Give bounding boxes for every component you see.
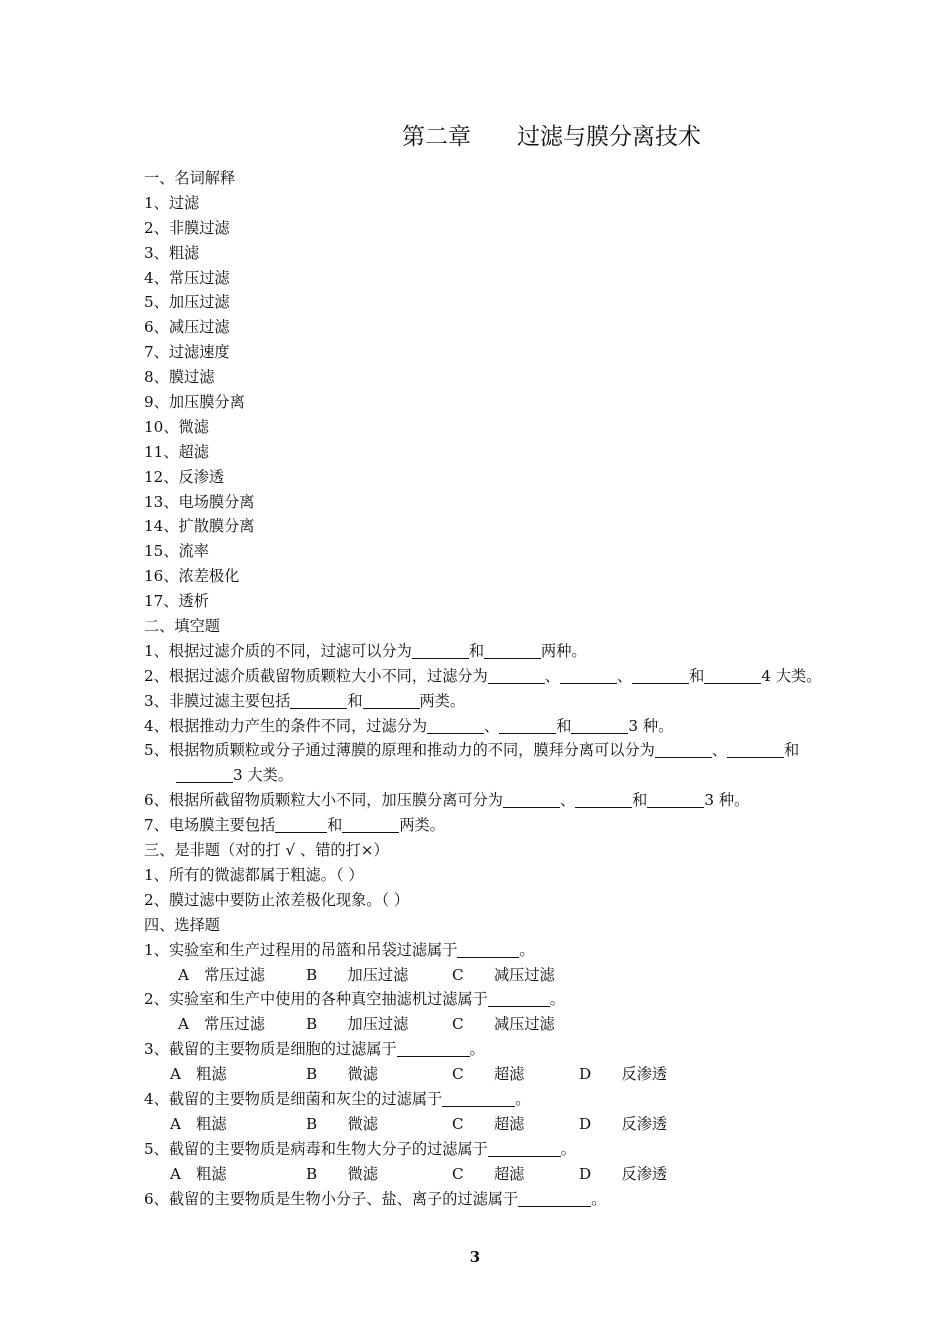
term-item: 11、超滤 bbox=[144, 442, 209, 461]
choice-question-4: 4、截留的主要物质是细菌和灰尘的过滤属于 。 bbox=[144, 1089, 531, 1108]
term-item: 9、加压膜分离 bbox=[144, 393, 245, 412]
option-b[interactable]: B 加压过滤 bbox=[306, 965, 409, 984]
option-c[interactable]: C 减压过滤 bbox=[452, 965, 555, 984]
answer-blank[interactable] bbox=[727, 740, 784, 758]
choice-options-3 bbox=[144, 1062, 904, 1087]
option-b[interactable]: B 加压过滤 bbox=[306, 1015, 409, 1034]
page-number: 3 bbox=[469, 1248, 481, 1266]
fill-question-2: 2、根据过滤介质截留物质颗粒大小不同，过滤分为 、 、 和 4 大类。 bbox=[144, 666, 822, 685]
term-item: 15、流率 bbox=[144, 542, 209, 561]
option-c[interactable]: C 超滤 bbox=[452, 1114, 525, 1133]
answer-blank[interactable] bbox=[176, 765, 233, 783]
option-b[interactable]: B 微滤 bbox=[306, 1114, 378, 1133]
term-item: 3、粗滤 bbox=[144, 243, 200, 262]
term-item: 8、膜过滤 bbox=[144, 368, 215, 387]
option-c[interactable]: C 超滤 bbox=[452, 1164, 525, 1183]
term-item: 4、常压过滤 bbox=[144, 268, 230, 287]
option-d[interactable]: D 反渗透 bbox=[579, 1164, 668, 1183]
option-d[interactable]: D 反渗透 bbox=[579, 1114, 668, 1133]
choice-options-1 bbox=[144, 963, 904, 988]
section-heading-true-false: 三、是非题（对的打 √ 、错的打×） bbox=[144, 841, 389, 860]
answer-blank[interactable] bbox=[427, 716, 484, 734]
answer-blank[interactable] bbox=[704, 666, 761, 684]
document-body bbox=[144, 166, 904, 1211]
answer-blank[interactable] bbox=[518, 1189, 591, 1207]
option-a[interactable]: A 常压过滤 bbox=[178, 1015, 265, 1034]
answer-blank[interactable] bbox=[290, 691, 347, 709]
choice-options-4 bbox=[144, 1112, 904, 1137]
option-a[interactable]: A 粗滤 bbox=[170, 1065, 227, 1084]
term-item: 5、加压过滤 bbox=[144, 293, 230, 312]
option-c[interactable]: C 减压过滤 bbox=[452, 1015, 555, 1034]
term-item: 6、减压过滤 bbox=[144, 318, 230, 337]
answer-blank[interactable] bbox=[442, 1089, 515, 1107]
terms-list bbox=[144, 191, 904, 614]
fill-question-1: 1、根据过滤介质的不同，过滤可以分为 和 两种。 bbox=[144, 641, 587, 660]
fill-question-5-continued: 3 大类。 bbox=[144, 763, 904, 788]
term-item: 7、过滤速度 bbox=[144, 343, 230, 362]
chapter-title: 第二章 过滤与膜分离技术 bbox=[402, 124, 701, 150]
fill-question-3: 3、非膜过滤主要包括 和 两类。 bbox=[144, 691, 466, 710]
fill-question-4: 4、根据推动力产生的条件不同，过滤分为 、 和 3 种。 bbox=[144, 716, 674, 735]
answer-blank[interactable] bbox=[560, 666, 617, 684]
answer-blank[interactable] bbox=[363, 691, 420, 709]
answer-blank[interactable] bbox=[457, 940, 519, 958]
answer-blank[interactable] bbox=[655, 740, 712, 758]
option-b[interactable]: B 微滤 bbox=[306, 1065, 378, 1084]
choice-question-6: 6、截留的主要物质是生物小分子、盐、离子的过滤属于 。 bbox=[144, 1189, 607, 1208]
choice-question-5: 5、截留的主要物质是病毒和生物大分子的过滤属于 。 bbox=[144, 1139, 576, 1158]
section-heading-fill: 二、填空题 bbox=[144, 617, 220, 636]
term-item: 17、透析 bbox=[144, 592, 209, 611]
answer-blank[interactable] bbox=[647, 790, 704, 808]
option-c[interactable]: C 超滤 bbox=[452, 1065, 525, 1084]
term-item: 16、浓差极化 bbox=[144, 567, 240, 586]
fill-question-6: 6、根据所截留物质颗粒大小不同，加压膜分离可分为 、 和 3 种。 bbox=[144, 791, 750, 810]
option-a[interactable]: A 粗滤 bbox=[170, 1164, 227, 1183]
option-b[interactable]: B 微滤 bbox=[306, 1164, 378, 1183]
section-heading-choice: 四、选择题 bbox=[144, 915, 220, 934]
answer-blank[interactable] bbox=[488, 1139, 561, 1157]
true-false-item-1: 1、所有的微滤都属于粗滤。（ ） bbox=[144, 865, 364, 884]
answer-blank[interactable] bbox=[488, 989, 550, 1007]
true-false-item-2: 2、膜过滤中要防止浓差极化现象。（ ） bbox=[144, 890, 410, 909]
choice-options-2 bbox=[144, 1012, 904, 1037]
term-item: 1、过滤 bbox=[144, 193, 200, 212]
term-item: 12、反渗透 bbox=[144, 467, 225, 486]
fill-question-5: 5、根据物质颗粒或分子通过薄膜的原理和推动力的不同，膜拜分离可以分为 、 和 bbox=[144, 741, 800, 760]
option-a[interactable]: A 粗滤 bbox=[170, 1114, 227, 1133]
answer-blank[interactable] bbox=[571, 716, 628, 734]
answer-blank[interactable] bbox=[499, 716, 556, 734]
answer-blank[interactable] bbox=[575, 790, 632, 808]
answer-blank[interactable] bbox=[503, 790, 560, 808]
fill-question-7: 7、电场膜主要包括 和 两类。 bbox=[144, 816, 445, 835]
choice-question-1: 1、实验室和生产过程用的吊篮和吊袋过滤属于 。 bbox=[144, 940, 535, 959]
term-item: 13、电场膜分离 bbox=[144, 492, 255, 511]
option-d[interactable]: D 反渗透 bbox=[579, 1065, 668, 1084]
section-heading-terms: 一、名词解释 bbox=[144, 169, 236, 187]
answer-blank[interactable] bbox=[484, 641, 541, 659]
choice-options-5 bbox=[144, 1162, 904, 1187]
answer-blank[interactable] bbox=[412, 641, 469, 659]
term-item: 14、扩散膜分离 bbox=[144, 517, 255, 536]
choice-question-3: 3、截留的主要物质是细胞的过滤属于 。 bbox=[144, 1040, 485, 1059]
answer-blank[interactable] bbox=[632, 666, 689, 684]
option-a[interactable]: A 常压过滤 bbox=[178, 965, 265, 984]
term-item: 2、非膜过滤 bbox=[144, 218, 230, 237]
answer-blank[interactable] bbox=[275, 815, 327, 833]
answer-blank[interactable] bbox=[342, 815, 399, 833]
choice-question-2: 2、实验室和生产中使用的各种真空抽滤机过滤属于 。 bbox=[144, 990, 565, 1009]
term-item: 10、微滤 bbox=[144, 417, 209, 436]
answer-blank[interactable] bbox=[397, 1039, 470, 1057]
answer-blank[interactable] bbox=[488, 666, 545, 684]
